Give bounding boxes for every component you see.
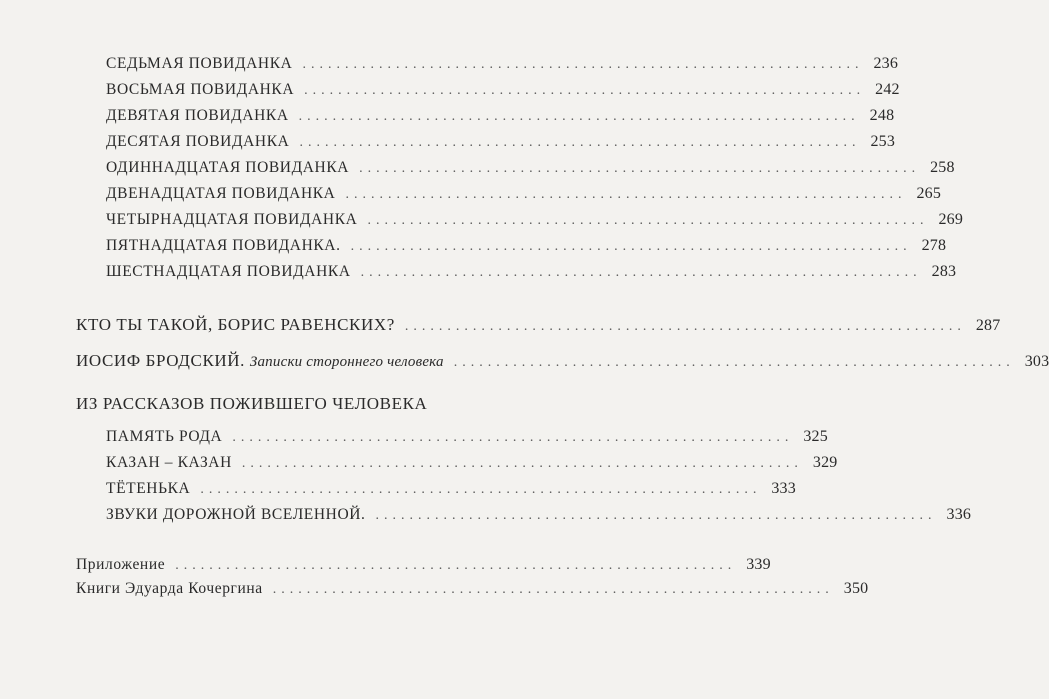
toc-page-number: 253	[870, 133, 896, 150]
toc-entry-title: Книги Эдуарда Кочергина	[76, 580, 263, 597]
toc-entry-title: ВОСЬМАЯ ПОВИДАНКА	[106, 81, 295, 98]
toc-page-number: 258	[930, 159, 955, 176]
toc-page-number: 303	[1024, 353, 1049, 370]
toc-entry-title: ДВЕНАДЦАТАЯ ПОВИДАНКА	[106, 185, 336, 202]
toc-entry[interactable]	[106, 81, 900, 99]
toc-entry[interactable]	[106, 237, 947, 255]
toc-entry-title: ШЕСТНАДЦАТАЯ ПОВИДАНКА	[106, 263, 351, 280]
toc-page-number: 269	[938, 211, 964, 228]
toc-entry-title: ОДИННАДЦАТАЯ ПОВИДАНКА	[106, 159, 350, 176]
toc-entry-title: ЗВУКИ ДОРОЖНОЙ ВСЕЛЕННОЙ.	[106, 506, 366, 523]
toc-entry-title: ДЕВЯТАЯ ПОВИДАНКА	[106, 107, 289, 124]
toc-leader-dots: ..................................................................	[200, 482, 762, 497]
toc-leader-dots: ..................................................................	[272, 582, 834, 597]
toc-page-number: 336	[946, 506, 972, 523]
toc-entry[interactable]	[106, 428, 828, 446]
toc-entry[interactable]	[106, 107, 895, 125]
toc-entry[interactable]	[106, 263, 957, 281]
toc-entry[interactable]	[106, 454, 838, 472]
toc-page-number: 242	[875, 81, 900, 98]
toc-leader-dots: ..................................................................	[304, 83, 866, 98]
toc-entry-title: ПЯТНАДЦАТАЯ ПОВИДАНКА.	[106, 237, 341, 254]
toc-leader-dots: ..................................................................	[375, 508, 937, 523]
toc-page-number: 287	[975, 317, 1001, 334]
toc-entry-books[interactable]	[76, 580, 869, 598]
toc-entry-title: Приложение	[76, 556, 166, 573]
toc-page-number: 248	[869, 107, 895, 124]
toc-page-number: 339	[746, 556, 771, 573]
toc-page-number: 325	[803, 428, 828, 445]
toc-page-number: 329	[812, 454, 838, 471]
toc-page-number: 265	[916, 185, 942, 202]
toc-entry[interactable]	[106, 159, 955, 177]
toc-entry[interactable]	[106, 55, 899, 73]
toc-entry-appendix[interactable]	[76, 556, 771, 574]
toc-page-number: 350	[843, 580, 869, 597]
toc-entry-boris[interactable]	[76, 315, 1001, 335]
toc-entry-title: ДЕСЯТАЯ ПОВИДАНКА	[106, 133, 290, 150]
toc-page-number: 333	[771, 480, 796, 497]
toc-leader-dots: ..................................................................	[298, 109, 860, 124]
toc-entry[interactable]	[106, 133, 896, 151]
toc-leader-dots: ..................................................................	[345, 187, 907, 202]
toc-section-heading: ИЗ РАССКАЗОВ ПОЖИВШЕГО ЧЕЛОВЕКА	[76, 394, 428, 413]
toc-page-number: 236	[873, 55, 899, 72]
toc-leader-dots: ..................................................................	[175, 558, 737, 573]
toc-leader-dots: ..................................................................	[241, 456, 803, 471]
toc-entry-title	[76, 351, 444, 371]
toc-entry[interactable]	[106, 185, 942, 203]
toc-entry[interactable]	[106, 506, 972, 524]
toc-entry-title: КТО ТЫ ТАКОЙ, БОРИС РАВЕНСКИХ?	[76, 315, 395, 334]
toc-entry[interactable]	[106, 211, 964, 229]
toc-entry-title: ЧЕТЫРНАДЦАТАЯ ПОВИДАНКА	[106, 211, 358, 228]
toc-entry-title: ПАМЯТЬ РОДА	[106, 428, 223, 445]
toc-leader-dots: ..................................................................	[350, 239, 912, 254]
toc-leader-dots: ..................................................................	[453, 355, 1015, 370]
toc-leader-dots: ..................................................................	[302, 57, 864, 72]
toc-leader-dots: ..................................................................	[404, 319, 966, 334]
toc-entry-title: ТЁТЕНЬКА	[106, 480, 191, 497]
toc-leader-dots: ..................................................................	[232, 430, 794, 445]
toc-leader-dots: ..................................................................	[299, 135, 861, 150]
toc-leader-dots: ..................................................................	[359, 161, 921, 176]
toc-entry-author: ИОСИФ БРОДСКИЙ.	[76, 351, 245, 370]
toc-entry-title: СЕДЬМАЯ ПОВИДАНКА	[106, 55, 293, 72]
toc-page-number: 278	[921, 237, 947, 254]
toc-page-number: 283	[931, 263, 957, 280]
toc-entry[interactable]	[106, 480, 796, 498]
toc-entry-title: КАЗАН – КАЗАН	[106, 454, 232, 471]
toc-leader-dots: ..................................................................	[367, 213, 929, 228]
toc-entry-subtitle: Записки стороннего человека	[249, 354, 444, 370]
toc-leader-dots: ..................................................................	[360, 265, 922, 280]
toc-entry-brodsky[interactable]	[76, 351, 1049, 371]
